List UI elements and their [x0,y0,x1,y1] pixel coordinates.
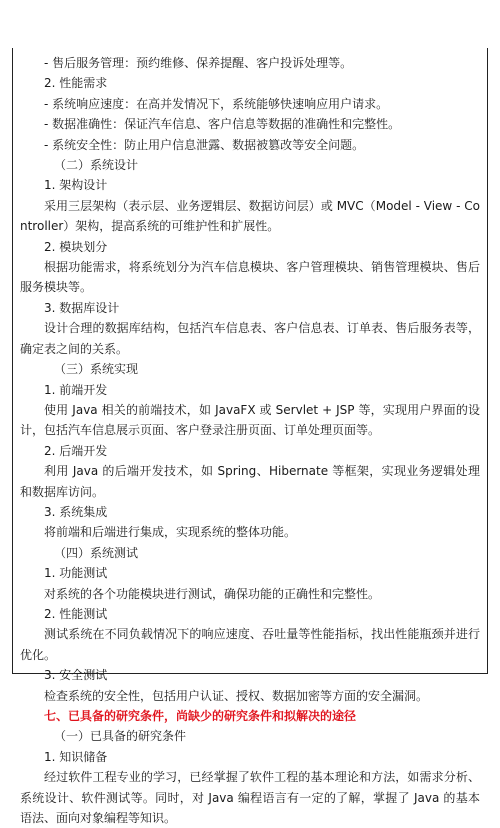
text-line: 七、已具备的研究条件，尚缺少的研究条件和拟解决的途径 [44,709,357,723]
text-line: 1. 架构设计 [44,178,108,193]
text-line: 测试系统在不同负载情况下的响应速度、吞吐量等性能指标，找出性能瓶颈并进行优化。 [20,627,480,662]
text-line: - 系统安全性：防止用户信息泄露、数据被篡改等安全问题。 [44,137,365,152]
text-line: 3. 安全测试 [44,668,108,683]
text-line: 2. 模块划分 [44,239,108,254]
text-line: （四）系统测试 [54,545,139,560]
text-line: 1. 功能测试 [44,566,108,581]
text-line: 检查系统的安全性，包括用户认证、授权、数据加密等方面的安全漏洞。 [44,688,429,703]
text-line: - 数据准确性：保证汽车信息、客户信息等数据的准确性和完整性。 [44,117,401,132]
text-line: 1. 知识储备 [44,749,108,764]
text-line: 根据功能需求，将系统划分为汽车信息模块、客户管理模块、销售管理模块、售后服务模块等。 [20,260,480,295]
text-line: 设计合理的数据库结构，包括汽车信息表、客户信息表、订单表、售后服务表等，确定表之间的关系。 [20,321,480,356]
text-line: 3. 数据库设计 [44,300,120,315]
text-line: 使用 Java 相关的前端技术，如 JavaFX 或 Servlet + JSP 等，实现用户界面的设计，包括汽车信息展示页面、客户登录注册页面、订单处理页面等。 [20,402,480,438]
text-line: 经过软件工程专业的学习，已经掌握了软件工程的基本理论和方法，如需求分析、系统设计、软件测试等。同时，对 Java 编程语言有一定的了解，掌握了 Java 的基本语法、面向对象编程等知识。 [20,770,480,826]
text-line: 采用三层架构（表示层、业务逻辑层、数据访问层）或 MVC（Model - View - Controller）架构，提高系统的可维护性和扩展性。 [20,198,480,234]
text-line: 1. 前端开发 [44,382,108,397]
text-line: 3. 系统集成 [44,504,108,519]
text-line: 2. 后端开发 [44,443,108,458]
text-line: - 系统响应速度：在高并发情况下，系统能够快速响应用户请求。 [44,96,389,111]
text-line: 2. 性能测试 [44,606,108,621]
document-body [20,53,480,828]
text-line: 对系统的各个功能模块进行测试，确保功能的正确性和完整性。 [44,586,381,601]
text-line: （二）系统设计 [54,158,139,173]
text-line: 2. 性能需求 [44,76,108,91]
text-line: （一）已具备的研究条件 [54,729,187,744]
text-line: 将前端和后端进行集成，实现系统的整体功能。 [44,525,297,540]
text-line: 利用 Java 的后端开发技术，如 Spring、Hibernate 等框架，实现业务逻辑处理和数据库访问。 [20,464,480,499]
text-line: （三）系统实现 [54,362,139,377]
text-line: - 售后服务管理：预约维修、保养提醒、客户投诉处理等。 [44,56,353,70]
